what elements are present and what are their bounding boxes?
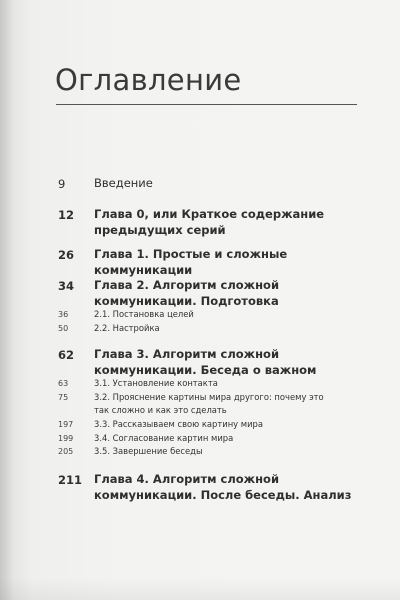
toc-page-number: 26: [58, 248, 75, 262]
toc-page-number: 34: [58, 279, 75, 293]
toc-page-number: 197: [58, 420, 74, 429]
toc-entry-title: 3.5. Завершение беседы: [94, 446, 203, 456]
toc-entry-title: Глава 0, или Краткое содержание предыдущих серий: [94, 207, 325, 237]
title-divider: [56, 104, 357, 105]
toc-entry-title: Глава 3. Алгоритм сложной коммуникации. Беседа о важном: [94, 347, 317, 377]
spine-shadow: [0, 0, 14, 600]
toc-page-number: 36: [58, 310, 69, 319]
toc-entry-title: Глава 2. Алгоритм сложной коммуникации. Подготовка: [94, 278, 280, 308]
toc-entry-title: Глава 4. Алгоритм сложной коммуникации. После беседы. Анализ: [94, 472, 352, 502]
toc-page-number: 50: [58, 324, 69, 333]
toc-entry-title: 3.4. Согласование картин мира: [94, 433, 234, 443]
toc-page-number: 12: [58, 208, 75, 222]
toc-page-number: 205: [58, 447, 74, 456]
toc-entry-title: Введение: [94, 176, 153, 190]
toc-page-number: 75: [58, 393, 69, 402]
toc-page-number: 211: [58, 473, 83, 487]
page-title: Оглавление: [55, 63, 242, 97]
toc-entry-title: 3.2. Прояснение картины мира другого: почему это так сложно и как это сделать: [94, 392, 324, 415]
toc-entry-title: 2.1. Постановка целей: [94, 309, 194, 319]
toc-page-number: 62: [58, 348, 75, 362]
toc-entry-title: 2.2. Настройка: [94, 323, 160, 333]
page-bottom-edge: [0, 578, 400, 600]
toc-entry-title: 3.1. Установление контакта: [94, 378, 218, 388]
toc-page-number: 63: [58, 379, 69, 388]
toc-entry-title: 3.3. Рассказываем свою картину мира: [94, 419, 264, 429]
toc-entry-title: Глава 1. Простые и сложные коммуникации: [94, 247, 288, 277]
toc-page-number: 199: [58, 434, 74, 443]
toc-page-number: 9: [58, 177, 66, 191]
